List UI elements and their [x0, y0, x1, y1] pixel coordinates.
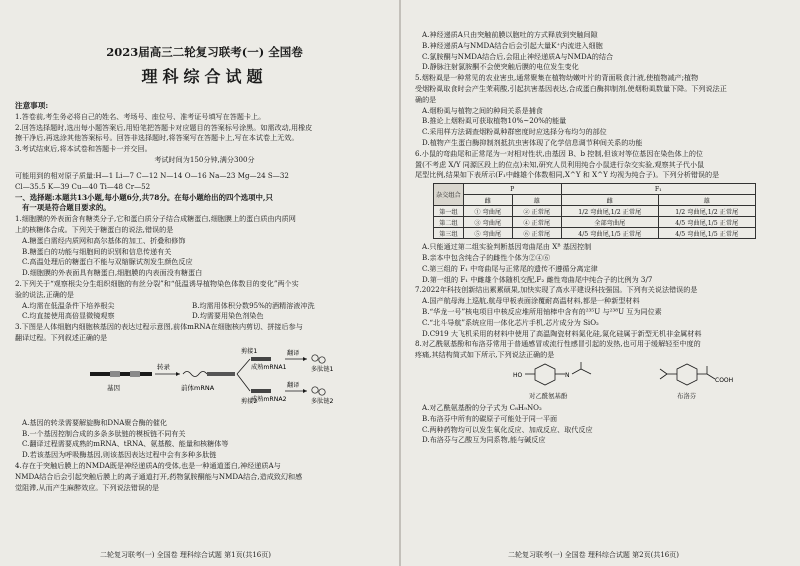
question-2-option: D.均需要用染色剂染色 [192, 311, 264, 321]
question-6-stem: 6.小鼠的弯曲尾和正常尾为一对相对性状,由基因 B、b 控制,但该对等位基因在染色体上的位 [415, 148, 704, 158]
page-2-footer: 二轮复习联考(一) 全国卷 理科综合试题 第2页(共16页) [508, 551, 679, 559]
question-5-stem: 受烟粉虱取食时会产生茉莉酸,引起抗害基因表达,合成蛋白酶抑制剂,使烟粉虱数量下降。下列说法正 [415, 83, 727, 93]
table-cell: 第一组 [434, 206, 464, 217]
splice-2-label: 剪接2 [241, 397, 258, 405]
bond-line [572, 369, 581, 374]
gene-bar [90, 372, 152, 376]
question-2-stem: 2.下列关于“观察根尖分生组织细胞的有丝分裂”和“低温诱导植物染色体数目的变化”两个实 [15, 278, 299, 288]
question-3-option: A.基因的转录需要解旋酶和DNA聚合酶的催化 [22, 417, 167, 427]
page-2 [400, 0, 800, 566]
mature-mrna-2-bar [251, 389, 271, 393]
gene-segment [130, 371, 140, 377]
transcription-label: 转录 [157, 362, 170, 371]
translate-label: 翻译 [287, 381, 300, 389]
table-cell: 全部弯曲尾 [561, 217, 658, 228]
question-5-option: D.植物产生蛋白酶抑制剂抵抗虫害体现了化学信息调节种间关系的功能 [422, 137, 643, 147]
table-row [434, 228, 756, 239]
notice-line: 2.回答选择题时,选出每小题答案后,用铅笔把答题卡对应题目的答案标号涂黑。如需改动,用橡皮 [15, 122, 313, 132]
splice-1-label: 剪接1 [241, 347, 258, 355]
cross-results-table [433, 183, 756, 239]
question-5-option: C.采用样方法调查烟粉虱种群密度时应选择分布均匀的部位 [422, 127, 607, 137]
question-4-stem: 觉阻滞,从而产生麻醉效应。下列说法错误的是 [15, 482, 160, 492]
question-1-stem: 上的核糖体合成。下列关于糖蛋白的说法,错误的是 [15, 224, 174, 234]
page-1-footer: 二轮复习联考(一) 全国卷 理科综合试题 第1页(共16页) [100, 551, 271, 559]
question-6-stem: 置(不考虑 X/Y 同源区段上的位点)未知,研究人员利用纯合小鼠进行杂交实验,观察其子代小鼠 [415, 159, 705, 169]
question-8-option: C.两种药物均可以发生氧化反应、加成反应、取代反应 [422, 424, 593, 434]
table-cell: ① 弯曲尾 [463, 206, 512, 217]
question-8-option: D.布洛芬与乙酸互为同系物,能与碱反应 [422, 435, 546, 445]
arrow-head-icon [303, 357, 307, 361]
polypeptide-1-icon [319, 357, 325, 363]
table-cell: ④ 正常尾 [512, 217, 561, 228]
ibuprofen-label: 布洛芬 [677, 391, 697, 400]
table-cell: 1/2 弯曲尾,1/2 正常尾 [561, 206, 658, 217]
question-6-option: C.第三组的 F₁ 中弯曲尾与正常尾的遗传不遵循分离定律 [422, 263, 598, 273]
question-2-option: A.均需在低温条件下培养根尖 [22, 300, 115, 310]
chemical-structures [415, 361, 792, 401]
question-4-option: C.氯胺酮与NMDA结合后,会阻止神经递质A与NMDA的结合 [422, 51, 614, 61]
pre-mrna-label: 前体mRNA [181, 383, 215, 392]
gene-segment [110, 371, 120, 377]
atomic-masses: 可能用到的相对原子质量:H—1 Li—7 C—12 N—14 O—16 Na—23 Mg—24 S—32 [15, 170, 289, 180]
acetaminophen-label: 对乙酰氨基酚 [529, 391, 568, 400]
gene-label: 基因 [107, 383, 120, 392]
bond-line [707, 374, 715, 379]
question-4-stem: 4.存在于突触后膜上的NMDA既是神经递质A的受体,也是一种通道蛋白,神经递质A与 [15, 460, 281, 470]
table-subheader: 雄 [512, 195, 561, 206]
question-3-option: D.若该基因为呼吸酶基因,则该基因表达过程中会有多种多肽链 [22, 450, 217, 460]
question-4-option: A.神经递质A只由突触前膜以胞吐的方式释放到突触间隙 [422, 30, 598, 39]
table-cell: ③ 弯曲尾 [463, 217, 512, 228]
arrow-head-icon [176, 372, 180, 376]
question-1-option: B.糖蛋白的功能与细胞间的识别和信息传递有关 [22, 246, 172, 256]
question-6-stem: 尾型比例,结果如下表所示(F₁中雌雄个体数相同,X^Y 和 X^Y 均视为纯合子)。下列分析错误的是 [415, 170, 720, 180]
question-2-option: C.均直接使用高倍显微镜观察 [22, 311, 115, 321]
table-header-f1: F₁ [561, 184, 755, 195]
question-8-stem: 8.对乙酰氨基酚和布洛芬常用于普通感冒或流行性感冒引起的发热,也可用于缓解轻至中度的 [415, 339, 701, 349]
question-8-option: B.布洛芬中所有的碳原子可能处于同一平面 [422, 413, 558, 423]
polypeptide-1-label: 多肽链1 [311, 365, 334, 373]
question-7-option: D.C919 大飞机采用的材料中使用了高温陶瓷材料氮化硅,氮化硅属于新型无机非金属材料 [422, 328, 702, 338]
question-5-stem: 确的是 [415, 94, 437, 104]
question-8-stem: 疼痛,其结构简式如下所示,下列说法正确的是 [415, 350, 555, 360]
question-6-option: A.只能通过第二组实验判断基因弯曲尾由 Xᴮ 基因控制 [422, 242, 592, 252]
question-3-stem: 翻译过程。下列叙述正确的是 [15, 332, 108, 342]
mature-mrna-1-label: 成熟mRNA1 [251, 363, 287, 371]
gene-expression-svg [15, 345, 395, 415]
question-1-option: A.糖蛋白需经内质网和高尔基体的加工、折叠和修饰 [22, 235, 186, 245]
table-cell: 第三组 [434, 228, 464, 239]
polypeptide-2-icon [319, 389, 325, 395]
bond-line [660, 369, 667, 374]
table-cell: ② 正常尾 [512, 206, 561, 217]
table-subheader: 雌 [463, 195, 512, 206]
splice-branch [237, 359, 250, 374]
notice-line: 1.答卷前,考生务必将自己的姓名、考场号、座位号、准考证号填写在答题卡上。 [15, 111, 266, 121]
gene-expression-diagram [15, 345, 394, 415]
question-7-option: A.国产航母海上巡航,航母甲板表面涂覆耐高温材料,都是一种新型材料 [422, 296, 640, 306]
bond-line [660, 374, 667, 379]
question-5-option: A.烟粉虱与植物之间的种间关系是捕食 [422, 105, 543, 115]
question-7-option: C.“北斗导航”系统应用一体化芯片手机,芯片成分为 SiO₂ [422, 317, 599, 327]
question-5-stem: 5.烟粉虱是一种常见的农业害虫,通常聚集在植物幼嫩叶片的背面吸食汁液,使植物减产;植物 [415, 73, 699, 83]
pre-mrna-strand [183, 371, 207, 376]
splice-branch [237, 374, 250, 391]
notice-heading: 注意事项: [15, 101, 49, 110]
section-heading: 有一项是符合题目要求的。 [22, 203, 111, 213]
question-3-option: B.一个基因控制合成的多条多肽链的模板链不同有关 [22, 428, 186, 438]
hydroxyl-group: HO [513, 371, 523, 379]
question-7-option: B.“华龙一号”核电项目中核反应堆所用铀棒中含有的²³⁵U 与²³⁸U 互为同位素 [422, 306, 662, 316]
atomic-masses: Cl—35.5 K—39 Cu—40 Ti—48 Cr—52 [15, 181, 151, 191]
table-cell: 4/5 弯曲尾,1/5 正常尾 [658, 228, 755, 239]
pre-mrna-bar [207, 372, 235, 376]
question-1-option: C.高温处理后的糖蛋白不能与双缩脲试剂发生颜色反应 [22, 257, 193, 267]
polypeptide-2-label: 多肽链2 [311, 397, 334, 405]
question-3-stem: 3.下图是人体细胞内细胞核基因的表达过程示意图,前体mRNA在细胞核内剪切、拼接后参与 [15, 322, 303, 332]
benzene-ring-icon [677, 364, 697, 385]
notice-line: 擦干净后,再选涂其他答案标号。回答非选择题时,将答案写在答题卡上,写在本试卷上无效。 [15, 133, 299, 143]
bond-line [581, 369, 591, 374]
question-6-option: B.亲本中包含纯合子的雌性个体为②④⑥ [422, 252, 551, 262]
arrow-head-icon [303, 389, 307, 393]
table-cell: 第二组 [434, 217, 464, 228]
polypeptide-2-icon [312, 387, 318, 393]
table-cell: ⑥ 正常尾 [512, 228, 561, 239]
translate-label: 翻译 [287, 349, 300, 357]
exam-time-note: 考试时间为150分钟,满分300分 [154, 154, 255, 164]
carboxyl-group: COOH [715, 376, 734, 384]
question-4-option: B.神经递质A与NMDA结合后会引起大量K⁺内流进入细胞 [422, 40, 603, 50]
table-row [434, 206, 756, 217]
mature-mrna-2-label: 成熟mRNA2 [251, 395, 287, 403]
question-7-stem: 7.2022年科技创新结出累累硕果,加快实现了高水平建设科技强国。下列有关说法错误的是 [415, 285, 698, 295]
table-header-p: P [463, 184, 561, 195]
question-2-stem: 验的说法,正确的是 [15, 289, 75, 299]
table-cell: ⑤ 弯曲尾 [463, 228, 512, 239]
section-heading: 一、选择题:本题共13小题,每小题6分,共78分。在每小题给出的四个选项中,只 [15, 192, 273, 202]
question-6-option: D.第一组的 F₁ 中雌雄个体随机交配,F₂ 雌性弯曲尾中纯合子的比例为 3/7 [422, 274, 653, 284]
question-4-option: D.静脉注射氯胺酮不会使突触后膜的电位发生变化 [422, 62, 579, 72]
question-4-stem: NMDA结合后会引起突触后膜上的离子通道打开,药物氯胺酮能与NMDA结合,造成致幻和感 [15, 471, 303, 481]
question-1-option: D.细胞膜的外表面具有糖蛋白,细胞膜的内表面没有糖蛋白 [22, 268, 203, 278]
table-row [434, 217, 756, 228]
polypeptide-1-icon [312, 355, 318, 361]
exam-subject-title: 理科综合试题 [141, 67, 268, 86]
table-cell: 4/5 弯曲尾,1/5 正常尾 [561, 228, 658, 239]
question-3-option: C.翻译过程需要成熟的mRNA、tRNA、氨基酸、能量和核糖体等 [22, 439, 229, 449]
question-1-stem: 1.细胞膜的外表面含有糖类分子,它和蛋白质分子结合成糖蛋白,细胞膜上的蛋白质由内质网 [15, 214, 296, 224]
notice-line: 3.考试结束后,将本试卷和答题卡一并交回。 [15, 144, 152, 154]
question-8-option: A.对乙酰氨基酚的分子式为 C₈H₉NO₂ [422, 402, 542, 412]
exam-series-title: 2023届高三二轮复习联考(一) 全国卷 [106, 45, 303, 59]
mature-mrna-1-bar [251, 357, 271, 361]
table-header-group: 杂交组合 [434, 184, 464, 206]
amide-nh: N [565, 371, 570, 379]
table-subheader: 雄 [658, 195, 755, 206]
table-cell: 1/2 弯曲尾,1/2 正常尾 [658, 206, 755, 217]
table-cell: 4/5 弯曲尾,1/5 正常尾 [658, 217, 755, 228]
table-subheader: 雌 [561, 195, 658, 206]
question-2-option: B.均需用体积分数95%的酒精溶液冲洗 [192, 300, 315, 310]
question-5-option: B.推论上烟粉虱可获取植物10%~20%的能量 [422, 116, 567, 126]
benzene-ring-icon [535, 364, 555, 385]
chem-structures-svg [415, 361, 795, 401]
